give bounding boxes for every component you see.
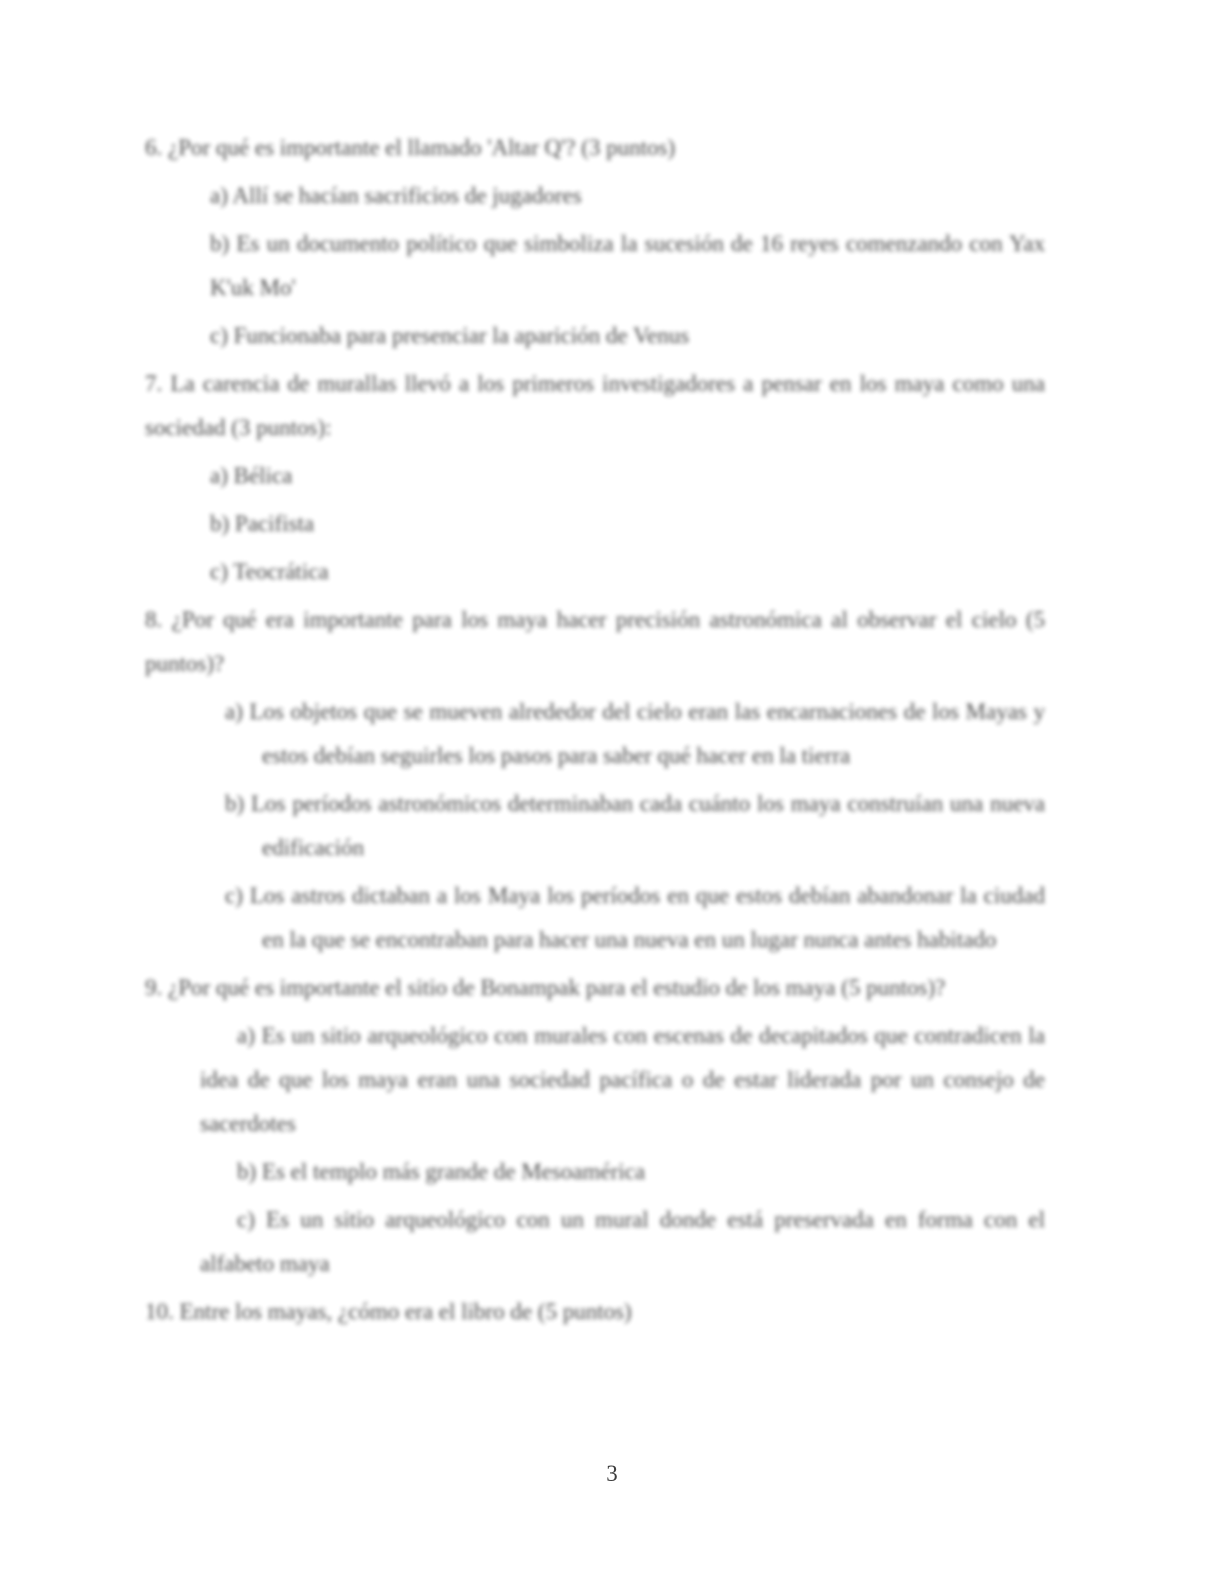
question-9-option-a: a) Es un sitio arqueológico con murales con escenas de decapitados que contradicen la idea de que los maya eran una sociedad pacífica o de estar liderada por un consejo de sacerdotes bbox=[200, 1023, 1045, 1136]
question-8-option-b: b) Los períodos astronómicos determinaban cada cuánto los maya construían una nueva edificación bbox=[225, 791, 1045, 860]
question-6-option-b: b) Es un documento político que simboliza la sucesión de 16 reyes comenzando con Yax K'uk Mo' bbox=[210, 231, 1045, 300]
question-6-text: 6. ¿Por qué es importante el llamado 'Altar Q'? (3 puntos) bbox=[145, 135, 676, 160]
page-number: 3 bbox=[606, 1461, 618, 1486]
question-6-option-c: c) Funcionaba para presenciar la aparición de Venus bbox=[210, 323, 690, 348]
question-7-option-c: c) Teocrática bbox=[210, 559, 329, 584]
question-7-option-a: a) Bélica bbox=[210, 463, 293, 488]
question-6-option-a: a) Allí se hacían sacrificios de jugadores bbox=[210, 183, 582, 208]
question-8-option-a: a) Los objetos que se mueven alrededor del cielo eran las encarnaciones de los Mayas y estos debían seguirles los pasos para saber qué hacer en la tierra bbox=[225, 699, 1045, 768]
question-7-option-b: b) Pacifista bbox=[210, 511, 315, 536]
question-7-text: 7. La carencia de murallas llevó a los primeros investigadores a pensar en los maya como una sociedad (3 puntos): bbox=[145, 371, 1045, 440]
question-8-text: 8. ¿Por qué era importante para los maya hacer precisión astronómica al observar el cielo (5 puntos)? bbox=[145, 607, 1045, 676]
question-8-option-c: c) Los astros dictaban a los Maya los períodos en que estos debían abandonar la ciudad en la que se encontraban para hacer una nueva en un lugar nunca antes habitado bbox=[225, 883, 1045, 952]
question-9-option-b: b) Es el templo más grande de Mesoamérica bbox=[237, 1159, 646, 1184]
question-10-text: 10. Entre los mayas, ¿cómo era el libro de (5 puntos) bbox=[145, 1299, 632, 1324]
question-9-option-c: c) Es un sitio arqueológico con un mural donde está preservada en forma con el alfabeto maya bbox=[200, 1207, 1045, 1276]
question-9-text: 9. ¿Por qué es importante el sitio de Bonampak para el estudio de los maya (5 puntos)? bbox=[145, 975, 946, 1000]
